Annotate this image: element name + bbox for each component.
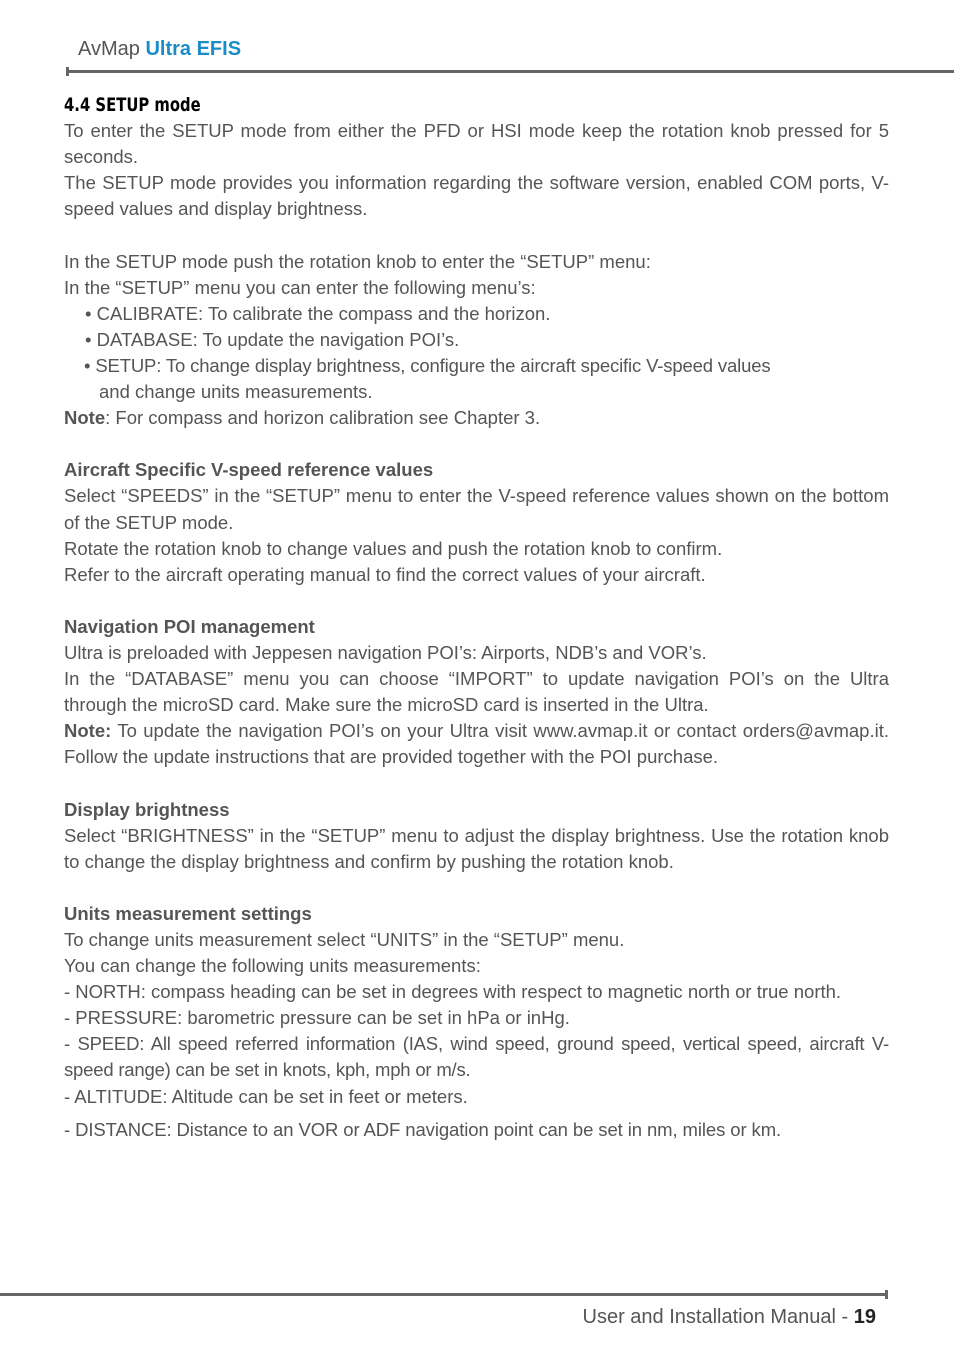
page-body (64, 92, 889, 1143)
menu-bullet-setup: • SETUP: To change display brightness, configure the aircraft specific V-speed values (84, 354, 771, 376)
vspeed-paragraph-3: Refer to the aircraft operating manual to find the correct values of your aircraft. (64, 563, 706, 585)
note-label: Note (64, 407, 106, 429)
units-item-north: - NORTH: compass heading can be set in degrees with respect to magnetic north or true north. (64, 981, 842, 1003)
poi-heading: Navigation POI management (64, 615, 315, 637)
units-paragraph-2: You can change the following units measurements: (64, 955, 481, 977)
section-title: 4.4 SETUP mode (64, 94, 201, 116)
menu-bullet-calibrate: • CALIBRATE: To calibrate the compass and the horizon. (85, 302, 551, 324)
footer-rule (0, 1293, 888, 1296)
menu-paragraph-1: In the SETUP mode push the rotation knob to enter the “SETUP” menu: (64, 250, 651, 272)
note-text: : For compass and horizon calibration see Chapter 3. (105, 407, 541, 429)
intro-paragraph-2: The SETUP mode provides you information regarding the software version, enabled COM ports, V-speed values and display brightness. (64, 172, 889, 220)
header-brand-prefix: AvMap (78, 38, 140, 60)
vspeed-paragraph-1: Select “SPEEDS” in the “SETUP” menu to enter the V-speed reference values shown on the bottom of the SETUP mode. (64, 485, 889, 533)
units-item-altitude: - ALTITUDE: Altitude can be set in feet or meters. (64, 1085, 468, 1107)
units-item-speed: - SPEED: All speed referred information (IAS, wind speed, ground speed, vertical speed, aircraft V-speed range) can be set in knots, kph, mph or m/s. (64, 1033, 889, 1081)
vspeed-paragraph-2: Rotate the rotation knob to change values and push the rotation knob to confirm. (64, 537, 723, 559)
poi-note (64, 718, 889, 770)
intro-paragraph-1: To enter the SETUP mode from either the PFD or HSI mode keep the rotation knob pressed for 5 seconds. (64, 120, 889, 168)
poi-note-label: Note: (64, 720, 112, 742)
running-header (78, 38, 241, 61)
poi-paragraph-2: In the “DATABASE” menu you can choose “IMPORT” to update navigation POI’s on the Ultra through the microSD card. Make sure the microSD card is inserted in the Ultra. (64, 668, 889, 716)
units-item-pressure: - PRESSURE: barometric pressure can be set in hPa or inHg. (64, 1007, 570, 1029)
footer-label: User and Installation Manual - (582, 1306, 854, 1328)
header-product-name: Ultra EFIS (145, 38, 242, 60)
page-footer (583, 1306, 877, 1329)
menu-paragraph-2: In the “SETUP” menu you can enter the following menu’s: (64, 276, 536, 298)
poi-paragraph-1: Ultra is preloaded with Jeppesen navigation POI’s: Airports, NDB’s and VOR’s. (64, 641, 707, 663)
units-paragraph-1: To change units measurement select “UNITS” in the “SETUP” menu. (64, 929, 625, 950)
header-rule (66, 70, 954, 73)
section-note (64, 405, 889, 431)
page-number: 19 (853, 1306, 876, 1328)
vspeed-heading: Aircraft Specific V-speed reference values (64, 459, 434, 481)
units-item-distance: - DISTANCE: Distance to an VOR or ADF navigation point can be set in nm, miles or km. (64, 1118, 782, 1140)
brightness-paragraph: Select “BRIGHTNESS” in the “SETUP” menu to adjust the display brightness. Use the rotation knob to change the display brightness and confirm by pushing the rotation knob. (64, 824, 889, 872)
brightness-heading: Display brightness (64, 798, 230, 820)
poi-note-text: To update the navigation POI’s on your Ultra visit www.avmap.it or contact orders@avmap.it. Follow the update instructions that are provided together with the POI purchase. (64, 720, 889, 768)
menu-bullet-database: • DATABASE: To update the navigation POI’s. (85, 328, 460, 350)
units-heading: Units measurement settings (64, 902, 312, 924)
menu-bullet-setup-continuation: and change units measurements. (99, 381, 373, 403)
